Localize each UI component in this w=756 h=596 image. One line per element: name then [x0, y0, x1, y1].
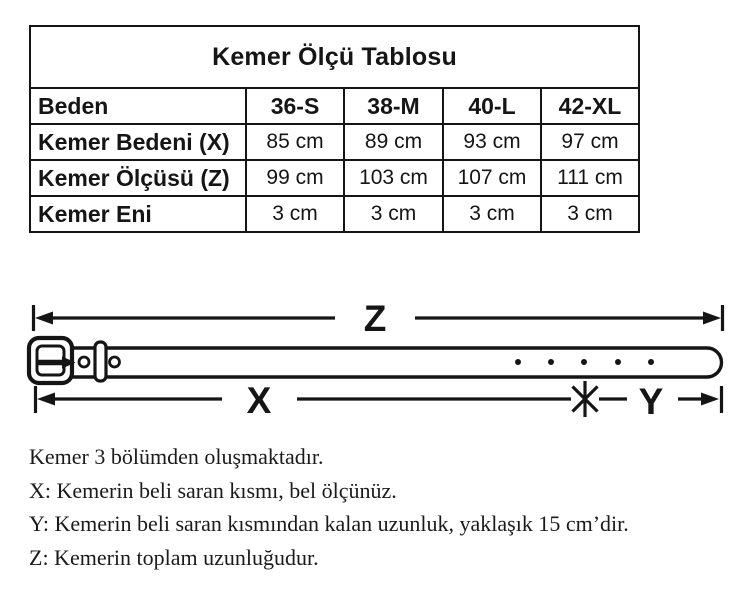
x-y-dimension-line — [36, 381, 722, 417]
belt-keeper-loop — [95, 342, 106, 381]
belt-hole-near-keeper — [110, 357, 120, 367]
note-line-x: X: Kemerin beli saran kısmı, bel ölçünüz. — [29, 477, 397, 503]
y-dimension-label: Y — [638, 381, 664, 422]
belt-strap — [72, 348, 722, 377]
cell-value: 97 cm — [541, 124, 639, 160]
cell-value: 103 cm — [344, 160, 443, 196]
arrowhead-right-icon — [703, 312, 721, 325]
column-header-beden: Beden — [30, 88, 246, 124]
z-dimension-label: Z — [363, 298, 387, 339]
table-title-row — [30, 26, 639, 88]
table-row-belt-length-z — [30, 160, 639, 196]
cell-value: 3 cm — [344, 196, 443, 232]
column-header-38m: 38-M — [344, 88, 443, 124]
note-line-y: Y: Kemerin beli saran kısmından kalan uzunluk, yaklaşık 15 cm’dir. — [29, 511, 629, 536]
cell-value: 93 cm — [443, 124, 541, 160]
column-header-42xl: 42-XL — [541, 88, 639, 124]
table-row-belt-width — [30, 196, 639, 232]
cell-value: 3 cm — [541, 196, 639, 232]
belt-diagram — [0, 290, 756, 450]
belt-hole-near-buckle — [79, 357, 89, 367]
star-divider-marker — [573, 381, 598, 417]
arrowhead-right-icon — [701, 393, 719, 406]
row-label: Kemer Ölçüsü (Z) — [30, 160, 246, 196]
table-header-row — [30, 88, 639, 124]
x-dimension-label: X — [246, 380, 272, 421]
size-table — [29, 25, 640, 233]
cell-value: 3 cm — [443, 196, 541, 232]
notes-block — [29, 440, 739, 574]
column-header-36s: 36-S — [246, 88, 344, 124]
cell-value: 85 cm — [246, 124, 344, 160]
row-label: Kemer Bedeni (X) — [30, 124, 246, 160]
note-line-intro: Kemer 3 bölümden oluşmaktadır. — [29, 444, 324, 469]
cell-value: 89 cm — [344, 124, 443, 160]
note-line-z: Z: Kemerin toplam uzunluğudur. — [29, 544, 319, 570]
table-title: Kemer Ölçü Tablosu — [30, 26, 639, 88]
cell-value: 107 cm — [443, 160, 541, 196]
table-row-belt-size-x — [30, 124, 639, 160]
cell-value: 3 cm — [246, 196, 344, 232]
row-label: Kemer Eni — [30, 196, 246, 232]
column-header-40l: 40-L — [443, 88, 541, 124]
cell-value: 99 cm — [246, 160, 344, 196]
belt-illustration — [29, 338, 722, 383]
cell-value: 111 cm — [541, 160, 639, 196]
